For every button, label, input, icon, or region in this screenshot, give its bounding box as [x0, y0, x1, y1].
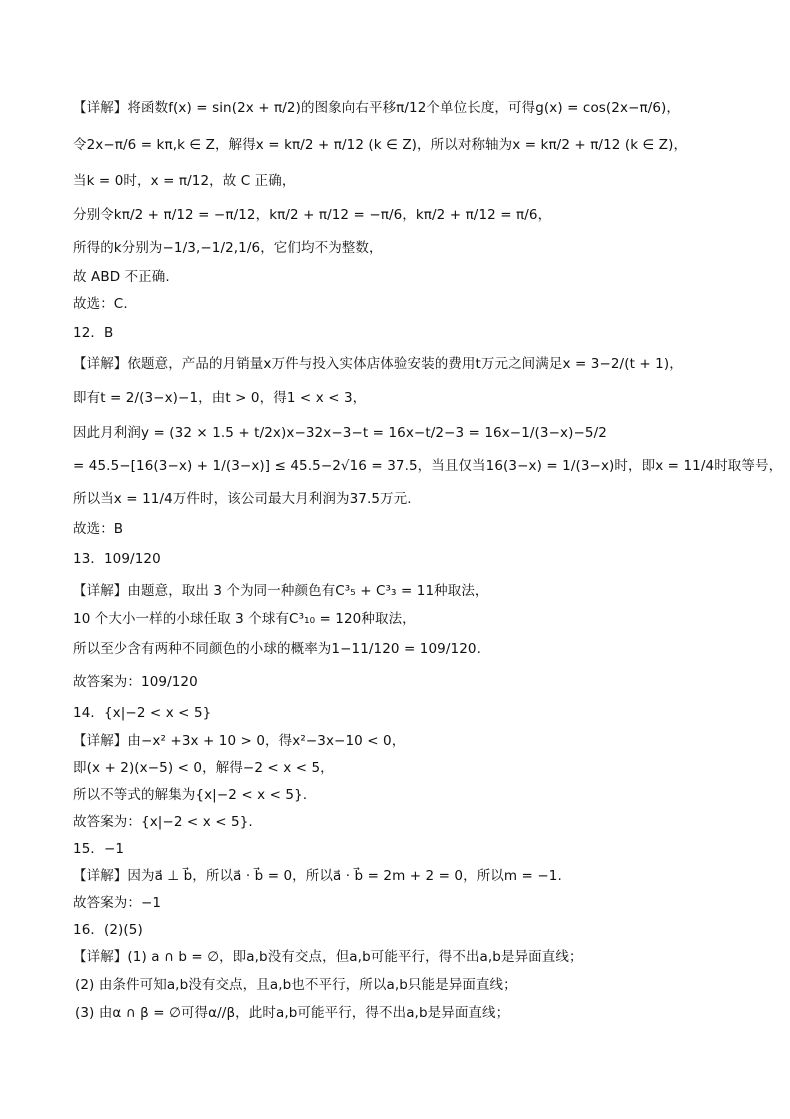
question-number: 14．{x|−2 < x < 5} — [73, 705, 212, 721]
text-line: 当k = 0时，x = π/12，故 C 正确， — [73, 173, 296, 189]
text-line: 10 个大小一样的小球任取 3 个球有C³₁₀ = 120种取法， — [73, 611, 416, 627]
text-line: 【详解】因为a⃗ ⊥ b⃗，所以a⃗ · b⃗ = 0，所以a⃗ · b⃗ = 2m + 2 = 0，所以m = −1. — [73, 868, 562, 884]
text-line: 所以当x = 11/4万件时，该公司最大月利润为37.5万元. — [73, 491, 412, 507]
text-line: 故选：C. — [73, 296, 128, 312]
text-line: 分别令kπ/2 + π/12 = −π/12，kπ/2 + π/12 = −π/6，kπ/2 + π/12 = π/6， — [73, 207, 552, 223]
text-line: 【详解】依题意，产品的月销量x万件与投入实体店体验安装的费用t万元之间满足x = 3−2/(t + 1)， — [73, 356, 683, 372]
text-line: 【详解】由−x² +3x + 10 > 0，得x²−3x−10 < 0， — [73, 733, 406, 749]
question-number: 15．−1 — [73, 841, 125, 857]
text-line: 故选：B — [73, 521, 124, 537]
text-line: 因此月利润y = (32 × 1.5 + t/2x)x−32x−3−t = 16x−t/2−3 = 16x−1/(3−x)−5/2 — [73, 425, 607, 441]
question-number: 16．(2)(5) — [73, 922, 143, 938]
text-line: 故答案为：109/120 — [73, 674, 198, 690]
text-line: 故答案为：{x|−2 < x < 5}. — [73, 814, 253, 830]
text-line: = 45.5−[16(3−x) + 1/(3−x)] ≤ 45.5−2√16 = 37.5，当且仅当16(3−x) = 1/(3−x)时，即x = 11/4时取等号， — [73, 458, 783, 474]
question-number: 12．B — [73, 325, 114, 341]
text-line: 故 ABD 不正确. — [73, 269, 170, 285]
question-number: 13．109/120 — [73, 551, 161, 567]
text-line: (2) 由条件可知a,b没有交点，且a,b也不平行，所以a,b只能是异面直线； — [75, 977, 517, 993]
text-line: 所以不等式的解集为{x|−2 < x < 5}. — [73, 787, 308, 803]
text-line: 【详解】由题意，取出 3 个为同一种颜色有C³₅ + C³₃ = 11种取法， — [73, 583, 489, 599]
text-line: (3) 由α ∩ β = ∅可得α//β，此时a,b可能平行，得不出a,b是异面直线； — [75, 1005, 510, 1021]
text-line: 所得的k分别为−1/3,−1/2,1/6，它们均不为整数， — [73, 240, 383, 256]
text-line: 【详解】(1) a ∩ b = ∅，即a,b没有交点，但a,b可能平行，得不出a,b是异面直线； — [73, 949, 583, 965]
text-line: 【详解】将函数f(x) = sin(2x + π/2)的图象向右平移π/12个单位长度，可得g(x) = cos(2x−π/6)， — [73, 100, 681, 116]
text-line: 所以至少含有两种不同颜色的小球的概率为1−11/120 = 109/120. — [73, 641, 481, 657]
text-line: 故答案为：−1 — [73, 895, 162, 911]
text-line: 令2x−π/6 = kπ,k ∈ Z，解得x = kπ/2 + π/12 (k ∈ Z)，所以对称轴为x = kπ/2 + π/12 (k ∈ Z)， — [73, 137, 688, 153]
text-line: 即(x + 2)(x−5) < 0，解得−2 < x < 5， — [73, 760, 334, 776]
text-line: 即有t = 2/(3−x)−1，由t > 0，得1 < x < 3， — [73, 390, 367, 406]
